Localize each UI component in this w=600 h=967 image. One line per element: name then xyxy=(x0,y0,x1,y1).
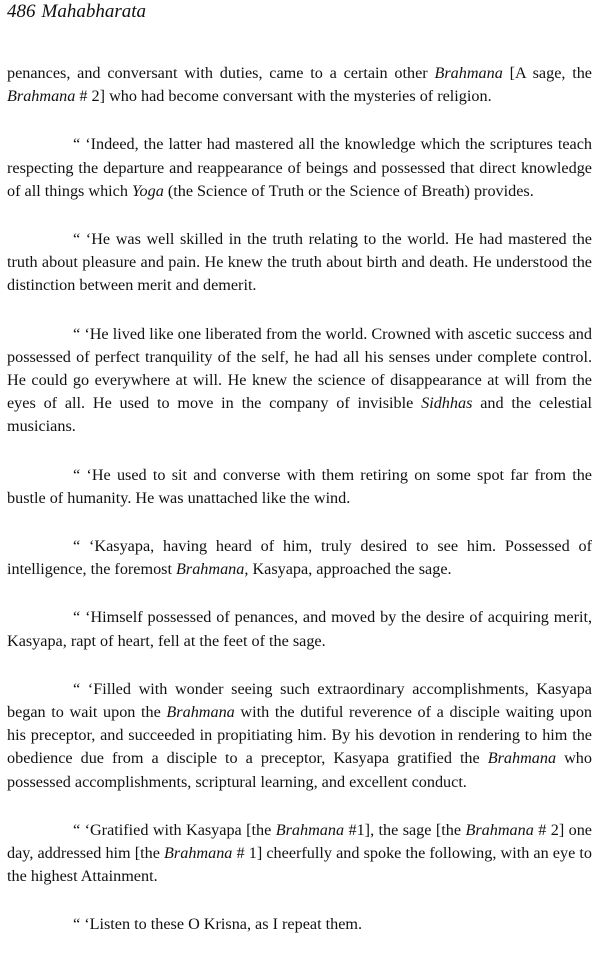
paragraph xyxy=(7,913,592,936)
text-run: #1], the sage [the xyxy=(344,820,466,839)
text-run: “ ‘Listen to these O Krisna, as I repeat them. xyxy=(73,915,363,934)
body-text xyxy=(7,62,592,937)
paragraph xyxy=(7,62,592,108)
text-run: # 1] cheerfully and spoke the following, with an eye to the highest Attainment. xyxy=(7,844,592,886)
italic-term: Brahmana xyxy=(176,560,245,579)
text-run: “ ‘Himself possessed of penances, and moved by the desire of acquiring merit, Kasyapa, rapt of heart, fell at the feet of the sage. xyxy=(7,608,592,650)
text-run: penances, and conversant with duties, came to a certain other xyxy=(7,64,435,82)
paragraph xyxy=(7,535,592,581)
text-run: “ ‘He lived like one liberated from the world. Crowned with ascetic success and possessed of perfect tranquility of the self, he had all his senses under complete control. He could go everywhere at will. He knew the science of disappearance at will from the eyes of all. He used to move in the company of invisible xyxy=(7,324,592,413)
text-run: “ ‘Filled with wonder seeing such extraordinary accomplishments, Kasyapa began to wait upon the xyxy=(7,679,592,722)
page-number: 486 xyxy=(7,1,36,22)
text-run: # 2] who had become conversant with the mysteries of religion. xyxy=(75,87,492,106)
text-run: “ ‘He used to sit and converse with them retiring on some spot far from the bustle of humanity. He was unattached like the wind. xyxy=(7,465,592,507)
italic-term: Brahmana xyxy=(7,87,76,106)
text-run: with the dutiful reverence of a disciple waiting upon his preceptor, and succeeded in propitiating him. By his devotion in rendering to him the obedience due from a disciple to a preceptor, Kasyapa gratified the xyxy=(7,703,593,768)
running-header xyxy=(7,0,146,24)
text-run: “ ‘Gratified with Kasyapa [the xyxy=(73,820,276,839)
text-run: and the celestial musicians. xyxy=(7,394,592,436)
paragraph xyxy=(7,606,592,652)
italic-term: Brahmana xyxy=(275,820,345,839)
paragraph xyxy=(7,464,592,510)
italic-term: Sidhhas xyxy=(421,394,473,413)
text-run: [A sage, the xyxy=(502,64,592,82)
text-run: “ ‘He was well skilled in the truth relating to the world. He had mastered the truth about pleasure and pain. He knew the truth about birth and death. He understood the distinction between merit and demerit. xyxy=(7,230,592,295)
paragraph xyxy=(7,323,592,439)
book-title: Mahabharata xyxy=(41,1,146,22)
italic-term: Brahmana xyxy=(487,749,557,768)
text-run: “ ‘Indeed, the latter had mastered all the knowledge which the scriptures teach respecting the departure and reappearance of beings and possessed that direct knowledge of all things which xyxy=(7,135,592,200)
paragraph xyxy=(7,678,592,794)
paragraph xyxy=(7,133,592,203)
italic-term: Brahmana xyxy=(166,703,235,722)
paragraph xyxy=(7,228,592,298)
italic-term: Brahmana xyxy=(434,64,503,82)
text-run: (the Science of Truth or the Science of Breath) provides. xyxy=(163,181,534,200)
text-run: , Kasyapa, approached the sage. xyxy=(244,560,452,579)
text-run: who possessed accomplishments, scriptural learning, and excellent conduct. xyxy=(7,749,592,791)
italic-term: Brahmana xyxy=(465,820,534,839)
text-run: # 2] one day, addressed him [the xyxy=(7,820,592,863)
text-run: “ ‘Kasyapa, having heard of him, truly desired to see him. Possessed of intelligence, the foremost xyxy=(7,537,592,579)
italic-term: Yoga xyxy=(132,181,164,200)
paragraph xyxy=(7,819,592,889)
italic-term: Brahmana xyxy=(164,844,233,863)
